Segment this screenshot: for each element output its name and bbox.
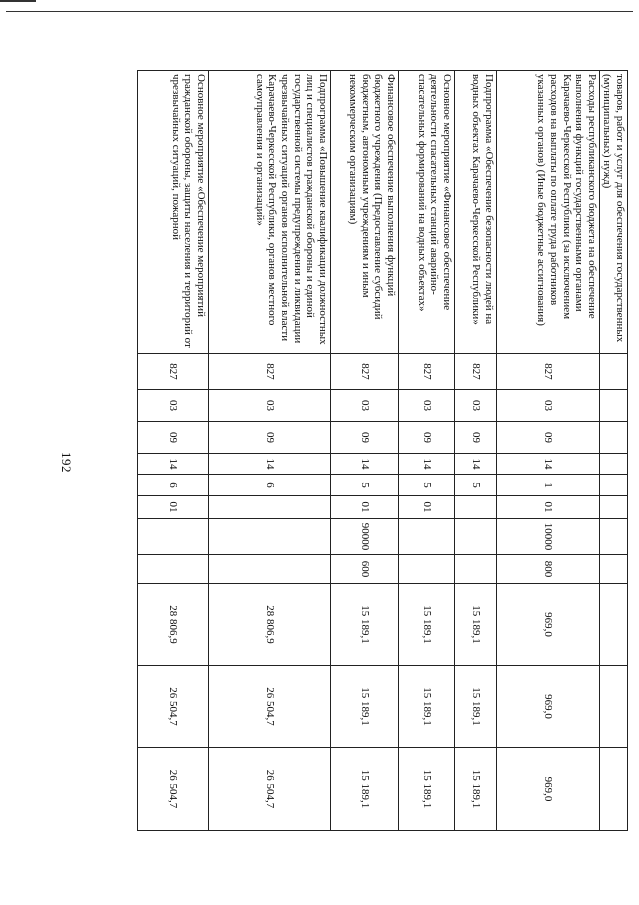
cell-program: 14 bbox=[398, 454, 454, 475]
cell-sum-year-2: 15 189,1 bbox=[398, 666, 454, 748]
cell-program: 14 bbox=[496, 454, 599, 475]
cell-admin-code: 827 bbox=[398, 354, 454, 390]
cell-subprogram: 6 bbox=[137, 475, 208, 496]
cell-subprogram: 5 bbox=[398, 475, 454, 496]
cell-direction bbox=[454, 519, 496, 555]
cell-section: 03 bbox=[208, 390, 330, 422]
cell-subprogram: 5 bbox=[330, 475, 398, 496]
cell-direction bbox=[398, 519, 454, 555]
cell-expense-type bbox=[398, 555, 454, 584]
cell-sum-year-1: 28 806,9 bbox=[137, 584, 208, 666]
cell-subsection: 09 bbox=[137, 422, 208, 454]
cell-measure: 01 bbox=[398, 496, 454, 519]
cell-subsection: 09 bbox=[496, 422, 599, 454]
row-description: товаров, работ и услуг для обеспечения государственных (муниципальных) нужд) bbox=[599, 71, 627, 354]
cell-subprogram: 6 bbox=[208, 475, 330, 496]
cell-program bbox=[599, 454, 627, 475]
cell-section: 03 bbox=[398, 390, 454, 422]
cell-sum-year-3 bbox=[599, 748, 627, 831]
cell-section: 03 bbox=[454, 390, 496, 422]
cell-measure bbox=[599, 496, 627, 519]
budget-table-sheet bbox=[136, 70, 628, 830]
table-row bbox=[398, 71, 454, 831]
table-row bbox=[208, 71, 330, 831]
cell-program: 14 bbox=[137, 454, 208, 475]
cell-subsection bbox=[599, 422, 627, 454]
cell-sum-year-3: 15 189,1 bbox=[398, 748, 454, 831]
cell-sum-year-3: 26 504,7 bbox=[208, 748, 330, 831]
scan-top-rule bbox=[6, 11, 633, 12]
cell-expense-type bbox=[208, 555, 330, 584]
cell-measure: 01 bbox=[137, 496, 208, 519]
row-description: Основное мероприятие «Финансовое обеспечение деятельности спасательных станций аварийно-спасательных формирований на водных объектах» bbox=[398, 71, 454, 354]
cell-section: 03 bbox=[330, 390, 398, 422]
cell-direction: 90000 bbox=[330, 519, 398, 555]
cell-program: 14 bbox=[330, 454, 398, 475]
cell-expense-type bbox=[454, 555, 496, 584]
cell-program: 14 bbox=[454, 454, 496, 475]
cell-sum-year-1: 15 189,1 bbox=[330, 584, 398, 666]
cell-sum-year-3: 15 189,1 bbox=[454, 748, 496, 831]
cell-sum-year-2 bbox=[599, 666, 627, 748]
cell-section: 03 bbox=[137, 390, 208, 422]
cell-measure bbox=[208, 496, 330, 519]
table-row bbox=[137, 71, 208, 831]
cell-sum-year-2: 26 504,7 bbox=[208, 666, 330, 748]
cell-sum-year-1: 15 189,1 bbox=[454, 584, 496, 666]
cell-admin-code: 827 bbox=[496, 354, 599, 390]
cell-admin-code: 827 bbox=[454, 354, 496, 390]
cell-measure: 01 bbox=[496, 496, 599, 519]
row-description: Расходы республиканского бюджета на обеспечение выполнения функций государственными органами Карачаево-Черкесской Республики (за исключением расходов на выплаты по оплате труда работников указанных органов) (Иные бюджетные ассигнования) bbox=[496, 71, 599, 354]
cell-direction bbox=[208, 519, 330, 555]
cell-admin-code: 827 bbox=[137, 354, 208, 390]
table-row bbox=[599, 71, 627, 831]
cell-measure: 01 bbox=[330, 496, 398, 519]
cell-expense-type bbox=[599, 555, 627, 584]
cell-sum-year-1: 969,0 bbox=[496, 584, 599, 666]
cell-measure bbox=[454, 496, 496, 519]
cell-subsection: 09 bbox=[398, 422, 454, 454]
cell-section: 03 bbox=[496, 390, 599, 422]
cell-sum-year-3: 26 504,7 bbox=[137, 748, 208, 831]
scan-edge-mark bbox=[0, 0, 36, 2]
cell-admin-code: 827 bbox=[330, 354, 398, 390]
cell-expense-type: 600 bbox=[330, 555, 398, 584]
table-row bbox=[496, 71, 599, 831]
row-description: Основное мероприятие «Обеспечение мероприятий гражданской обороны, защиты населения и территорий от чрезвычайных ситуаций, пожарной bbox=[137, 71, 208, 354]
cell-sum-year-2: 969,0 bbox=[496, 666, 599, 748]
cell-subsection: 09 bbox=[454, 422, 496, 454]
cell-subsection: 09 bbox=[208, 422, 330, 454]
row-description: Подпрограмма «Обеспечение безопасности людей на водных объектах Карачаево-Черкесской Республики» bbox=[454, 71, 496, 354]
cell-admin-code bbox=[599, 354, 627, 390]
cell-section bbox=[599, 390, 627, 422]
cell-direction bbox=[599, 519, 627, 555]
cell-admin-code: 827 bbox=[208, 354, 330, 390]
cell-sum-year-3: 969,0 bbox=[496, 748, 599, 831]
cell-sum-year-2: 26 504,7 bbox=[137, 666, 208, 748]
cell-direction bbox=[137, 519, 208, 555]
cell-subsection: 09 bbox=[330, 422, 398, 454]
cell-program: 14 bbox=[208, 454, 330, 475]
cell-sum-year-1 bbox=[599, 584, 627, 666]
row-description: Подпрограмма «Повышение квалификации должностных лиц и специалистов гражданской обороны и единой государственной системы предупреждения и ликвидации чрезвычайных ситуаций органов исполнительной власти Карачаево-Черкесской Республики, органов местного самоуправления и организаций» bbox=[208, 71, 330, 354]
cell-sum-year-2: 15 189,1 bbox=[330, 666, 398, 748]
cell-expense-type: 800 bbox=[496, 555, 599, 584]
row-description: Финансовое обеспечение выполнения функций бюджетного учреждения (Предоставление субсидий бюджетным, автономным учреждениям и иным некоммерческим организациям) bbox=[330, 71, 398, 354]
cell-subprogram: 1 bbox=[496, 475, 599, 496]
cell-sum-year-3: 15 189,1 bbox=[330, 748, 398, 831]
cell-sum-year-1: 28 806,9 bbox=[208, 584, 330, 666]
cell-expense-type bbox=[137, 555, 208, 584]
cell-subprogram bbox=[599, 475, 627, 496]
cell-sum-year-2: 15 189,1 bbox=[454, 666, 496, 748]
cell-direction: 10000 bbox=[496, 519, 599, 555]
cell-subprogram: 5 bbox=[454, 475, 496, 496]
page-number: 192 bbox=[59, 452, 74, 473]
budget-table bbox=[137, 70, 628, 831]
table-row bbox=[454, 71, 496, 831]
table-row bbox=[330, 71, 398, 831]
cell-sum-year-1: 15 189,1 bbox=[398, 584, 454, 666]
